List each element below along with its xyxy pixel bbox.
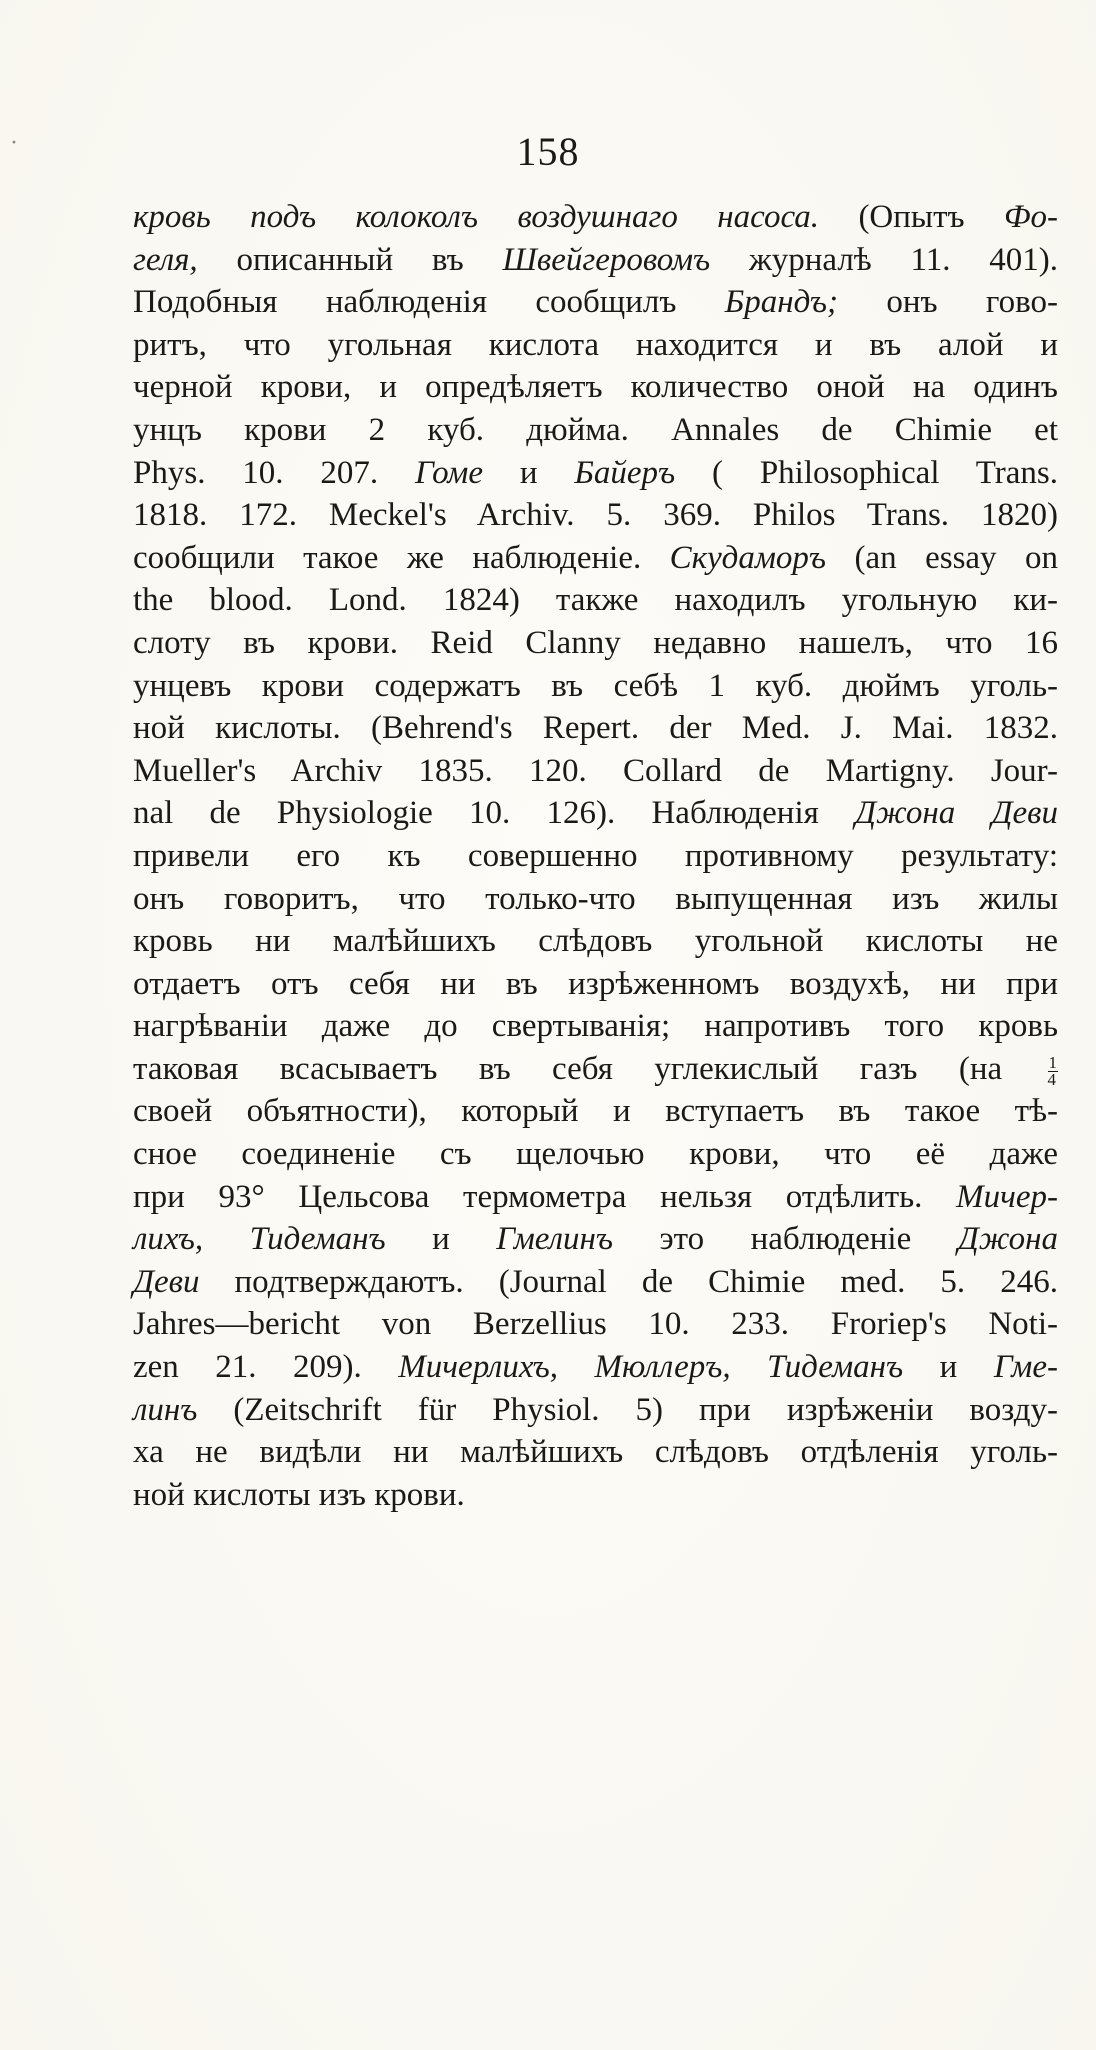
text-line xyxy=(133,409,1058,452)
italic-text: Скудаморъ xyxy=(669,539,827,576)
text-segment: (an essay on xyxy=(826,539,1058,576)
text-line xyxy=(133,1261,1058,1304)
text-segment: Phys. 10. 207. xyxy=(133,454,415,491)
text-line xyxy=(133,622,1058,665)
text-line xyxy=(133,324,1058,367)
text-line xyxy=(133,1346,1058,1389)
text-segment: (Опытъ xyxy=(819,199,1004,235)
text-segment: сное соединеніе съ щелочью крови, что её даже xyxy=(133,1136,1058,1173)
italic-text: Гмелинъ xyxy=(496,1221,613,1258)
text-segment: привели его къ совершенно противному результату: xyxy=(133,837,1058,874)
text-line xyxy=(133,196,1058,239)
text-segment: это наблюденіе xyxy=(613,1221,958,1258)
text-segment: и xyxy=(483,454,575,491)
text-line xyxy=(133,1431,1058,1474)
text-line xyxy=(133,1048,1058,1091)
italic-text: кровь подъ колоколъ воздушнаго насоса. xyxy=(133,199,820,235)
italic-text: Деви xyxy=(133,1263,200,1300)
text-segment: онъ говоритъ, что только-что выпущенная изъ жилы xyxy=(133,880,1058,917)
text-line xyxy=(133,452,1058,495)
text-line xyxy=(133,1218,1058,1261)
text-line xyxy=(133,366,1058,409)
fraction xyxy=(1047,1052,1059,1089)
text-line xyxy=(133,963,1058,1006)
text-segment: своей объятности), который и вступаетъ въ такое тѣ- xyxy=(133,1093,1058,1130)
text-line xyxy=(133,665,1058,708)
italic-text: Гме- xyxy=(993,1349,1058,1386)
text-segment: описанный въ xyxy=(197,241,503,278)
italic-text: геля, xyxy=(133,241,198,278)
italic-text: Байеръ xyxy=(574,454,676,491)
italic-text: Мичер- xyxy=(956,1178,1058,1215)
text-segment: онъ гово- xyxy=(837,284,1058,321)
italic-text: Брандъ; xyxy=(724,284,838,321)
margin-speck: · xyxy=(10,130,18,156)
text-line xyxy=(133,750,1058,793)
page-number: 158 xyxy=(516,129,580,174)
italic-text: линъ xyxy=(133,1391,198,1428)
text-segment: и xyxy=(385,1221,497,1258)
text-segment: zen 21. 209). xyxy=(133,1349,399,1386)
text-line xyxy=(133,1133,1058,1176)
text-segment: черной крови, и опредѣляетъ количество оной на одинъ xyxy=(133,369,1058,406)
italic-text: лихъ, Тидеманъ xyxy=(133,1221,386,1258)
text-segment: Jahres—bericht von Berzellius 10. 233. Froriep's Noti- xyxy=(133,1306,1058,1343)
body-text xyxy=(133,196,1058,1516)
text-segment: the blood. Lond. 1824) также находилъ угольную ки- xyxy=(133,582,1058,619)
text-segment: Mueller's Archiv 1835. 120. Collard de Martigny. Jour- xyxy=(133,752,1058,789)
italic-text: Мичерлихъ, Мюллеръ, Тидеманъ xyxy=(398,1349,904,1386)
text-segment: nal de Physiologie 10. 126). Наблюденія xyxy=(133,795,856,832)
text-line xyxy=(133,920,1058,963)
text-segment: подтверждаютъ. (Journal de Chimie med. 5. 246. xyxy=(199,1263,1058,1300)
text-segment: таковая всасываетъ въ себя углекислый газъ (на xyxy=(133,1050,1003,1087)
text-line xyxy=(133,1474,1058,1517)
fraction-numerator: 1 xyxy=(1048,1052,1057,1072)
text-line xyxy=(133,1389,1058,1432)
text-segment: ритъ, что угольная кислота находится и въ алой и xyxy=(133,326,1058,363)
text-segment: (Zeitschrift für Physiol. 5) при изрѣженіи возду- xyxy=(197,1391,1058,1428)
text-segment: нагрѣваніи даже до свертыванія; напротивъ того кровь xyxy=(133,1008,1058,1045)
text-segment: журналѣ 11. 401). xyxy=(710,241,1058,278)
fraction-denominator: 4 xyxy=(1047,1069,1056,1089)
text-line xyxy=(133,239,1058,282)
italic-text: Швейгеровомъ xyxy=(502,241,711,278)
text-segment: Подобныя наблюденія сообщилъ xyxy=(133,284,725,321)
text-segment: отдаетъ отъ себя ни въ изрѣженномъ воздухѣ, ни при xyxy=(133,965,1058,1002)
text-segment: унцъ крови 2 куб. дюйма. Annales de Chimie et xyxy=(133,411,1058,448)
italic-text: Гоме xyxy=(415,454,484,491)
text-line xyxy=(133,494,1058,537)
text-line xyxy=(133,1303,1058,1346)
text-segment: кровь ни малѣйшихъ слѣдовъ угольной кислоты не xyxy=(133,923,1058,960)
text-line xyxy=(133,878,1058,921)
text-line xyxy=(133,281,1058,324)
text-line xyxy=(133,792,1058,835)
text-segment: ной кислоты. (Behrend's Repert. der Med. J. Mai. 1832. xyxy=(133,710,1058,747)
text-line xyxy=(133,1176,1058,1219)
text-segment: слоту въ крови. Reid Clanny недавно нашелъ, что 16 xyxy=(133,624,1058,661)
text-line xyxy=(133,707,1058,750)
text-line xyxy=(133,835,1058,878)
text-segment: ной кислоты изъ крови. xyxy=(133,1476,465,1513)
italic-text: Фо- xyxy=(1003,199,1059,235)
text-segment: ( Philosophical Trans. xyxy=(675,454,1058,491)
text-line xyxy=(133,1005,1058,1048)
text-line xyxy=(133,1090,1058,1133)
text-segment: ха не видѣли ни малѣйшихъ слѣдовъ отдѣленія уголь- xyxy=(133,1434,1058,1471)
text-segment: 1818. 172. Meckel's Archiv. 5. 369. Philos Trans. 1820) xyxy=(133,497,1058,534)
text-line xyxy=(133,537,1058,580)
text-line xyxy=(133,579,1058,622)
text-segment: сообщили такое же наблюденіе. xyxy=(133,539,670,576)
italic-text: Джона xyxy=(957,1221,1058,1258)
text-segment: и xyxy=(903,1349,994,1386)
text-segment: унцевъ крови содержатъ въ себѣ 1 куб. дюймъ уголь- xyxy=(133,667,1058,704)
text-segment: при 93° Цельсова термометра нельзя отдѣлить. xyxy=(133,1178,957,1215)
italic-text: Джона Деви xyxy=(855,795,1058,832)
